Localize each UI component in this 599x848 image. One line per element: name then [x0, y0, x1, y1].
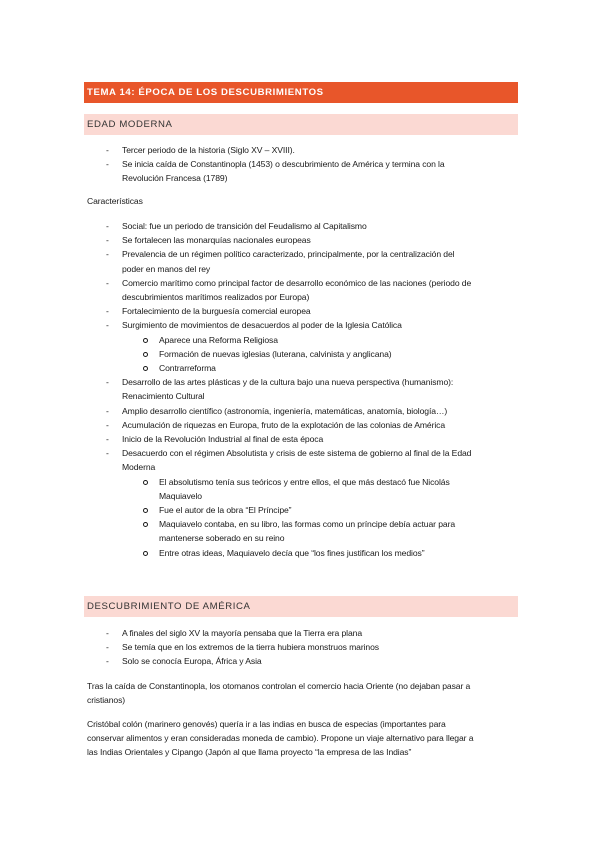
- caracteristicas-heading: Características: [87, 196, 143, 206]
- sub-list-item: El absolutismo tenía sus teóricos y entre ellos, el que más destacó fue Nicolás: [159, 476, 450, 487]
- section-heading-descubrimiento: DESCUBRIMIENTO DE AMÉRICA: [84, 596, 518, 617]
- sub-list-item: Entre otras ideas, Maquiavelo decía que “los fines justifican los medios”: [159, 547, 425, 558]
- list-item: descubrimientos marítimos realizados por Europa): [122, 292, 310, 302]
- list-item: Desarrollo de las artes plásticas y de la cultura bajo una nueva perspectiva (humanismo):: [122, 377, 454, 388]
- section-heading-edad-moderna: EDAD MODERNA: [84, 114, 518, 135]
- dash-bullet: -: [106, 448, 109, 459]
- list-item: Surgimiento de movimientos de desacuerdos al poder de la Iglesia Católica: [122, 320, 402, 331]
- list-item: Inicio de la Revolución Industrial al final de esta época: [122, 434, 324, 444]
- paragraph-line: Tras la caída de Constantinopla, los otomanos controlan el comercio hacia Oriente (no dejaban pasar a: [87, 681, 471, 691]
- list-item: Comercio marítimo como principal factor de desarrollo económico de las naciones (periodo de: [122, 277, 472, 288]
- dash-bullet: -: [106, 159, 109, 170]
- circle-bullet-icon: [143, 338, 148, 343]
- dash-bullet: -: [106, 419, 109, 430]
- page-title: TEMA 14: ÉPOCA DE LOS DESCUBRIMIENTOS: [84, 82, 518, 103]
- circle-bullet-icon: [143, 366, 148, 371]
- list-item: Solo se conocía Europa, África y Asia: [122, 656, 262, 667]
- dash-bullet: -: [106, 249, 109, 260]
- list-item: Fortalecimiento de la burguesía comercial europea: [122, 306, 311, 317]
- list-item: Prevalencia de un régimen político caracterizado, principalmente, por la centralización del: [122, 249, 455, 260]
- dash-bullet: -: [106, 320, 109, 331]
- list-item: Se fortalecen las monarquías nacionales europeas: [122, 235, 311, 246]
- list-item: Tercer periodo de la historia (Siglo XV – XVIII).: [122, 145, 295, 155]
- list-item: Moderna: [122, 462, 156, 473]
- dash-bullet: -: [106, 306, 109, 317]
- paragraph-line: las Indias Orientales y Cipango (Japón al que llama proyecto “la empresa de las Indias”: [87, 747, 412, 758]
- circle-bullet-icon: [143, 508, 148, 513]
- sub-list-item: Fue el autor de la obra “El Príncipe”: [159, 505, 292, 515]
- paragraph-line: cristianos): [87, 695, 126, 706]
- dash-bullet: -: [106, 405, 109, 416]
- list-item: Se inicia caída de Constantinopla (1453) o descubrimiento de América y termina con la: [122, 159, 445, 170]
- sub-list-item: Maquiavelo: [159, 490, 202, 501]
- list-item: A finales del siglo XV la mayoría pensaba que la Tierra era plana: [122, 628, 363, 638]
- list-item: Se temía que en los extremos de la tierra hubiera monstruos marinos: [122, 642, 379, 653]
- list-item: Renacimiento Cultural: [122, 391, 205, 402]
- paragraph-line: Cristóbal colón (marinero genovés) quería ir a las indias en busca de especias (importantes para: [87, 719, 446, 729]
- dash-bullet: -: [106, 221, 109, 231]
- dash-bullet: -: [106, 434, 109, 444]
- sub-list-item: mantenerse soberado en su reino: [159, 533, 285, 544]
- list-item: Revolución Francesa (1789): [122, 173, 228, 184]
- circle-bullet-icon: [143, 522, 148, 527]
- circle-bullet-icon: [143, 352, 148, 357]
- circle-bullet-icon: [143, 480, 148, 485]
- dash-bullet: -: [106, 628, 109, 638]
- list-item: Social: fue un periodo de transición del Feudalismo al Capitalismo: [122, 221, 367, 231]
- dash-bullet: -: [106, 377, 109, 388]
- dash-bullet: -: [106, 235, 109, 246]
- sub-list-item: Formación de nuevas iglesias (luterana, calvinista y anglicana): [159, 348, 392, 359]
- dash-bullet: -: [106, 145, 109, 155]
- dash-bullet: -: [106, 642, 109, 653]
- list-item: Amplio desarrollo científico (astronomía, ingeniería, matemáticas, anatomía, biología…): [122, 405, 448, 416]
- dash-bullet: -: [106, 656, 109, 667]
- list-item: poder en manos del rey: [122, 263, 211, 274]
- dash-bullet: -: [106, 277, 109, 288]
- sub-list-item: Maquiavelo contaba, en su libro, las formas como un príncipe debía actuar para: [159, 519, 456, 530]
- list-item: Desacuerdo con el régimen Absolutista y crisis de este sistema de gobierno al final de la Edad: [122, 448, 472, 459]
- circle-bullet-icon: [143, 551, 148, 556]
- sub-list-item: Aparece una Reforma Religiosa: [159, 334, 278, 345]
- sub-list-item: Contrarreforma: [159, 363, 216, 373]
- paragraph-line: conservar alimentos y eran consideradas moneda de cambio). Propone un viaje alternativo para llegar a: [87, 733, 474, 744]
- list-item: Acumulación de riquezas en Europa, fruto de la explotación de las colonias de América: [122, 419, 446, 430]
